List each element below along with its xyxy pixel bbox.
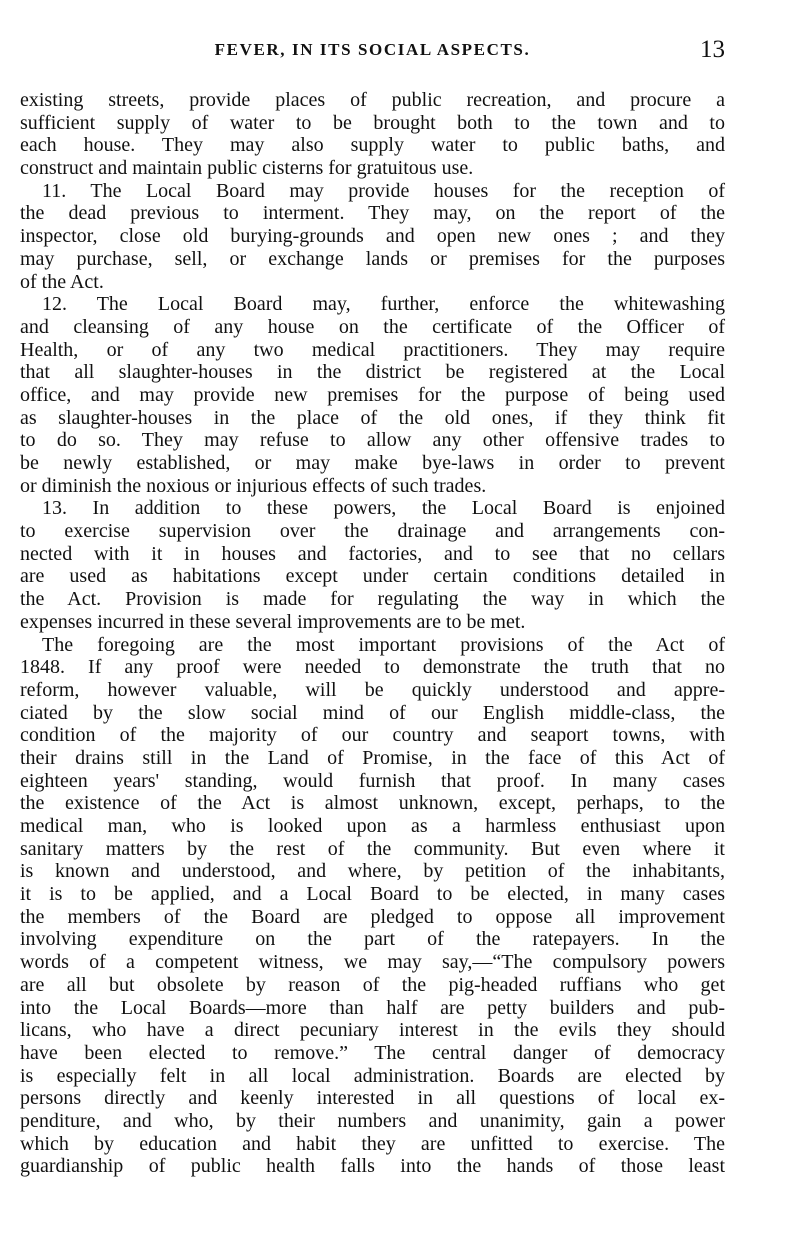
text-line: are all but obsolete by reason of the pig-headed ruffians who get xyxy=(20,973,725,996)
text-line: the Act. Provision is made for regulating the way in which the xyxy=(20,588,725,611)
text-line: Health, or of any two medical practitioners. They may require xyxy=(20,338,725,361)
text-line: sufficient supply of water to be brought both to the town and to xyxy=(20,111,725,134)
page-number: 13 xyxy=(700,36,725,63)
text-line: 11. The Local Board may provide houses for the reception of xyxy=(42,179,725,202)
text-line: is known and understood, and where, by petition of the inhabitants, xyxy=(20,860,725,883)
text-line: is especially felt in all local administration. Boards are elected by xyxy=(20,1064,725,1087)
text-line: guardianship of public health falls into the hands of those least xyxy=(20,1155,725,1178)
text-line: existing streets, provide places of public recreation, and procure a xyxy=(20,89,725,111)
text-line: their drains still in the Land of Promise, in the face of this Act of xyxy=(20,746,725,769)
text-line: nected with it in houses and factories, and to see that no cellars xyxy=(20,542,725,565)
text-line: each house. They may also supply water to public baths, and xyxy=(20,134,725,157)
text-line: and cleansing of any house on the certificate of the Officer of xyxy=(20,315,725,338)
text-line: as slaughter-houses in the place of the old ones, if they think fit xyxy=(20,406,725,429)
text-line: are used as habitations except under certain conditions detailed in xyxy=(20,565,725,588)
text-line: may purchase, sell, or exchange lands or premises for the purposes xyxy=(20,247,725,270)
text-line: sanitary matters by the rest of the community. But even where it xyxy=(20,837,725,860)
text-line: words of a competent witness, we may say,—“The compulsory powers xyxy=(20,951,725,974)
text-line: eighteen years' standing, would furnish that proof. In many cases xyxy=(20,769,725,792)
text-line: expenses incurred in these several improvements are to be met. xyxy=(20,610,526,633)
text-line: reform, however valuable, will be quickly understood and appre- xyxy=(20,678,725,701)
text-line: penditure, and who, by their numbers and unanimity, gain a power xyxy=(20,1109,725,1132)
text-line: 1848. If any proof were needed to demonstrate the truth that no xyxy=(20,656,725,679)
text-line: to do so. They may refuse to allow any other offensive trades to xyxy=(20,429,725,452)
text-line: of the Act. xyxy=(20,270,104,293)
text-line: construct and maintain public cisterns for gratuitous use. xyxy=(20,157,474,180)
text-line: ciated by the slow social mind of our English middle-class, the xyxy=(20,701,725,724)
text-line: office, and may provide new premises for the purpose of being used xyxy=(20,383,725,406)
running-title: FEVER, IN ITS SOCIAL ASPECTS. xyxy=(214,40,531,59)
body-text xyxy=(20,89,725,1178)
text-line: licans, who have a direct pecuniary interest in the evils they should xyxy=(20,1019,725,1042)
text-line: involving expenditure on the part of the ratepayers. In the xyxy=(20,928,725,951)
text-line: inspector, close old burying-grounds and open new ones ; and they xyxy=(20,225,725,248)
text-line: or diminish the noxious or injurious effects of such trades. xyxy=(20,474,487,497)
text-line: condition of the majority of our country and seaport towns, with xyxy=(20,724,725,747)
text-line: persons directly and keenly interested in all questions of local ex- xyxy=(20,1087,725,1110)
text-line: the existence of the Act is almost unknown, except, perhaps, to the xyxy=(20,792,725,815)
text-line: The foregoing are the most important provisions of the Act of xyxy=(42,633,725,656)
text-line: 12. The Local Board may, further, enforce the whitewashing xyxy=(42,293,725,316)
text-line: medical man, who is looked upon as a harmless enthusiast upon xyxy=(20,815,725,837)
text-line: into the Local Boards—more than half are petty builders and pub- xyxy=(20,996,725,1019)
page-header xyxy=(20,36,725,68)
text-line: it is to be applied, and a Local Board to be elected, in many cases xyxy=(20,883,725,906)
text-line: be newly established, or may make bye-laws in order to prevent xyxy=(20,452,725,474)
text-line: have been elected to remove.” The central danger of democracy xyxy=(20,1041,725,1064)
text-line: that all slaughter-houses in the district be registered at the Local xyxy=(20,361,725,384)
text-line: the members of the Board are pledged to oppose all improvement xyxy=(20,905,725,928)
text-line: the dead previous to interment. They may, on the report of the xyxy=(20,202,725,225)
text-line: which by education and habit they are unfitted to exercise. The xyxy=(20,1132,725,1155)
text-line: to exercise supervision over the drainage and arrangements con- xyxy=(20,520,725,543)
text-line: 13. In addition to these powers, the Local Board is enjoined xyxy=(42,497,725,520)
